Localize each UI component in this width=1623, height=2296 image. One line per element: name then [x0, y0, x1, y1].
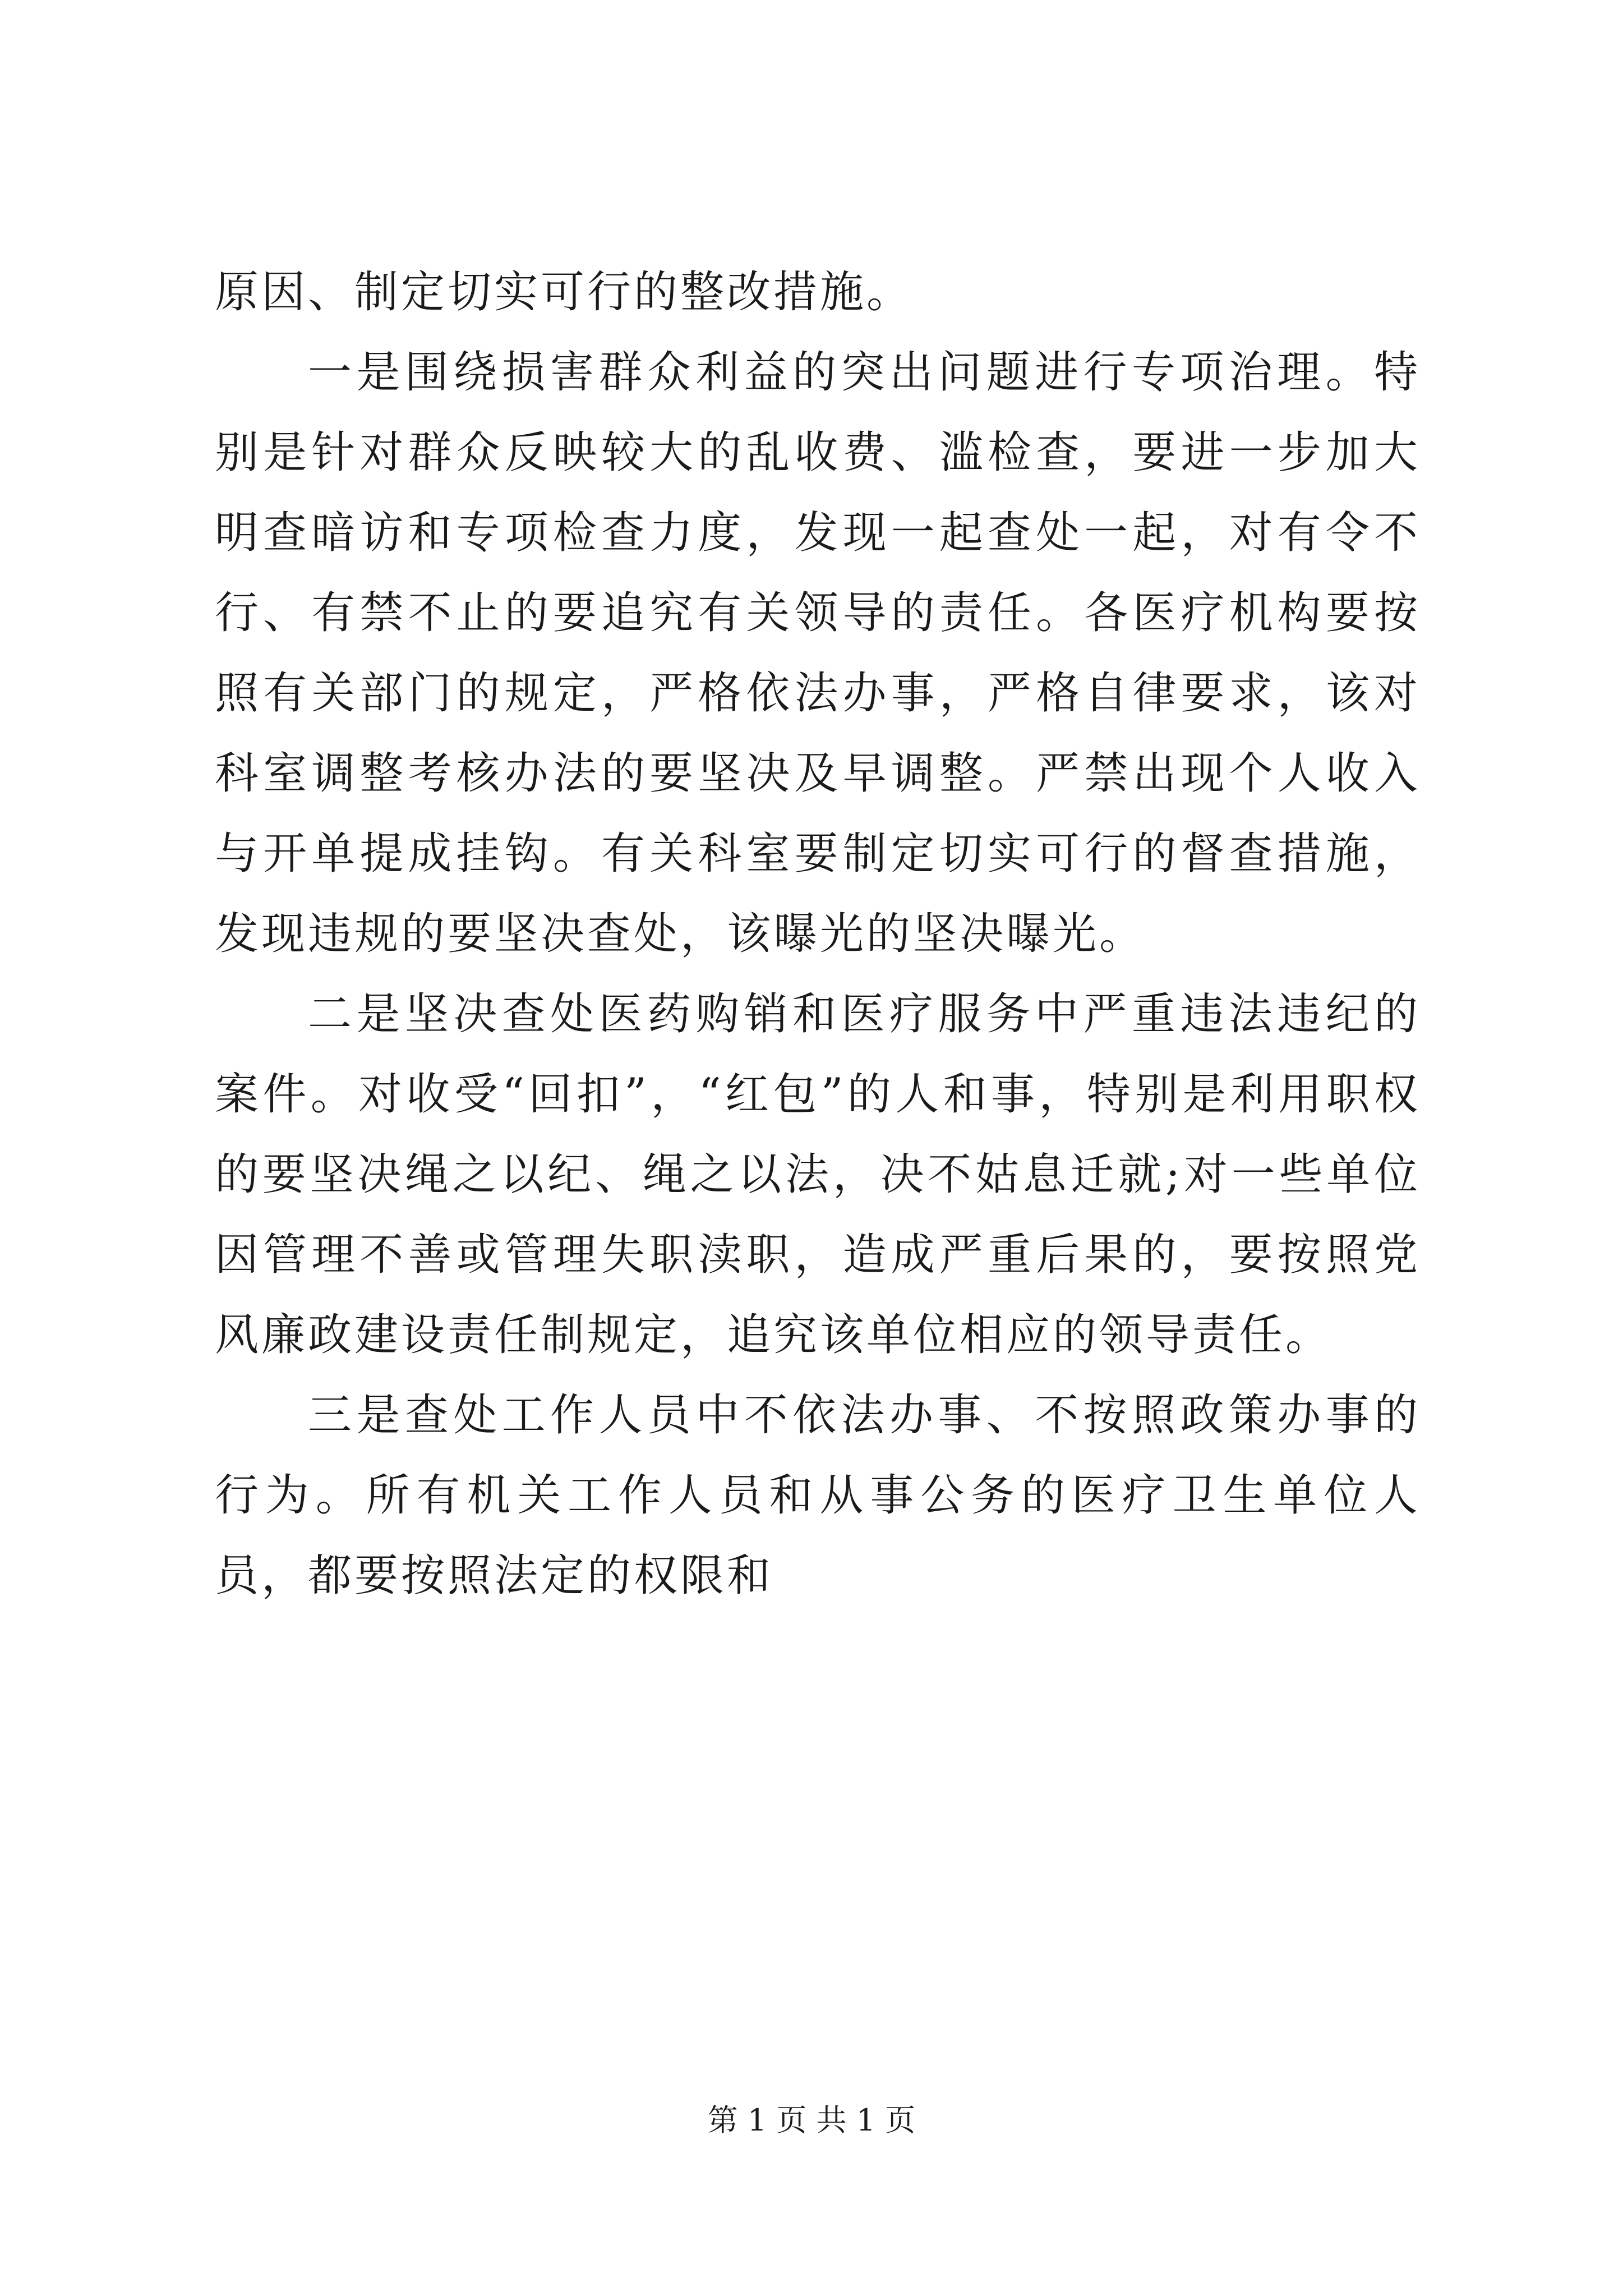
document-body [215, 252, 1421, 1616]
paragraph-4: 三是查处工作人员中不依法办事、不按照政策办事的行为。所有机关工作人员和从事公务的医疗卫生单位人员，都要按照法定的权限和 [215, 1390, 1421, 1601]
paragraph-1: 原因、制定切实可行的整改措施。 [215, 267, 914, 318]
paragraph-2: 一是围绕损害群众利益的突出问题进行专项治理。特别是针对群众反映较大的乱收费、滥检查，要进一步加大明查暗访和专项检查力度，发现一起查处一起，对有令不行、有禁不止的要追究有关领导的责任。各医疗机构要按照有关部门的规定，严格依法办事，严格自律要求，该对科室调整考核办法的要坚决及早调整。严禁出现个人收入与开单提成挂钩。有关科室要制定切实可行的督查措施，发现违规的要坚决查处，该曝光的坚决曝光。 [215, 347, 1421, 959]
page-number-footer: 第 1 页 共 1 页 [707, 2102, 916, 2138]
paragraph-3: 二是坚决查处医药购销和医疗服务中严重违法违纪的案件。对收受“回扣”，“红包”的人和事，特别是利用职权的要坚决绳之以纪、绳之以法，决不姑息迁就;对一些单位因管理不善或管理失职渎职，造成严重后果的，要按照党风廉政建设责任制规定，追究该单位相应的领导责任。 [215, 989, 1421, 1360]
